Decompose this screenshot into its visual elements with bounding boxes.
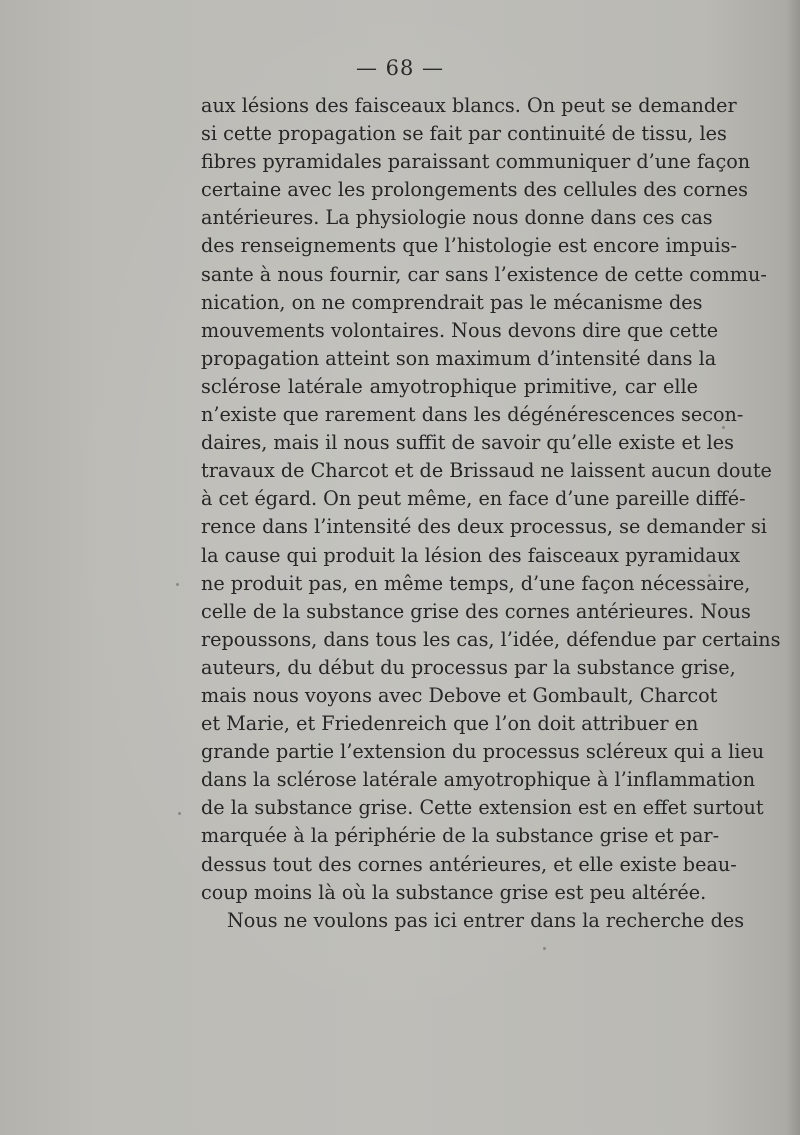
text-line: de la substance grise. Cette extension est en effet surtout [201,796,764,820]
text-line: antérieures. La physiologie nous donne dans ces cas [201,206,713,230]
text-line: travaux de Charcot et de Brissaud ne laissent aucun doute [201,459,772,483]
text-line: fibres pyramidales paraissant communiquer d’une façon [201,150,751,174]
text-line: Nous ne voulons pas ici entrer dans la recherche des [227,908,745,932]
text-line: rence dans l’intensité des deux processus, se demander si [201,515,767,539]
text-line: marquée à la périphérie de la substance grise et par- [201,824,720,848]
text-line: grande partie l’extension du processus scléreux qui a lieu [201,740,765,764]
text-line: si cette propagation se fait par continuité de tissu, les [201,122,727,146]
text-line: coup moins là où la substance grise est peu altérée. [201,880,707,904]
text-line: aux lésions des faisceaux blancs. On peut se demander [201,94,737,117]
text-line: et Marie, et Friedenreich que l’on doit attribuer en [201,712,699,736]
text-line: auteurs, du début du processus par la substance grise, [201,655,736,679]
text-line: mouvements volontaires. Nous devons dire que cette [201,318,719,342]
body-text [201,92,781,935]
text-line: ne produit pas, en même temps, d’une façon nécessaire, [201,571,751,595]
paper-speck [178,812,181,815]
text-line: sclérose latérale amyotrophique primitive, car elle [201,374,698,398]
text-line: à cet égard. On peut même, en face d’une pareille diffé- [201,487,746,511]
text-line: propagation atteint son maximum d’intensité dans la [201,346,717,370]
paper-speck [722,426,725,429]
text-line: des renseignements que l’histologie est encore impuis- [201,234,737,258]
text-line: mais nous voyons avec Debove et Gombault, Charcot [201,683,718,707]
text-line: repoussons, dans tous les cas, l’idée, défendue par certains [201,627,781,651]
text-line: dans la sclérose latérale amyotrophique à l’inflammation [201,768,756,792]
paper-speck [176,583,179,586]
text-line: celle de la substance grise des cornes antérieures. Nous [201,599,751,623]
text-line: nication, on ne comprendrait pas le mécanisme des [201,290,703,314]
text-line: daires, mais il nous suffit de savoir qu’elle existe et les [201,431,734,455]
text-line: la cause qui produit la lésion des faisceaux pyramidaux [201,543,741,567]
page-edge-shadow [786,0,800,1135]
text-line: n’existe que rarement dans les dégénérescences secon- [201,403,744,427]
page-number: — 68 — [355,56,445,80]
text-line: dessus tout des cornes antérieures, et elle existe beau- [201,852,737,876]
text-line: certaine avec les prolongements des cellules des cornes [201,178,748,202]
paper-speck [543,947,546,950]
paper-speck [708,574,711,577]
text-line: sante à nous fournir, car sans l’existence de cette commu- [201,262,767,286]
